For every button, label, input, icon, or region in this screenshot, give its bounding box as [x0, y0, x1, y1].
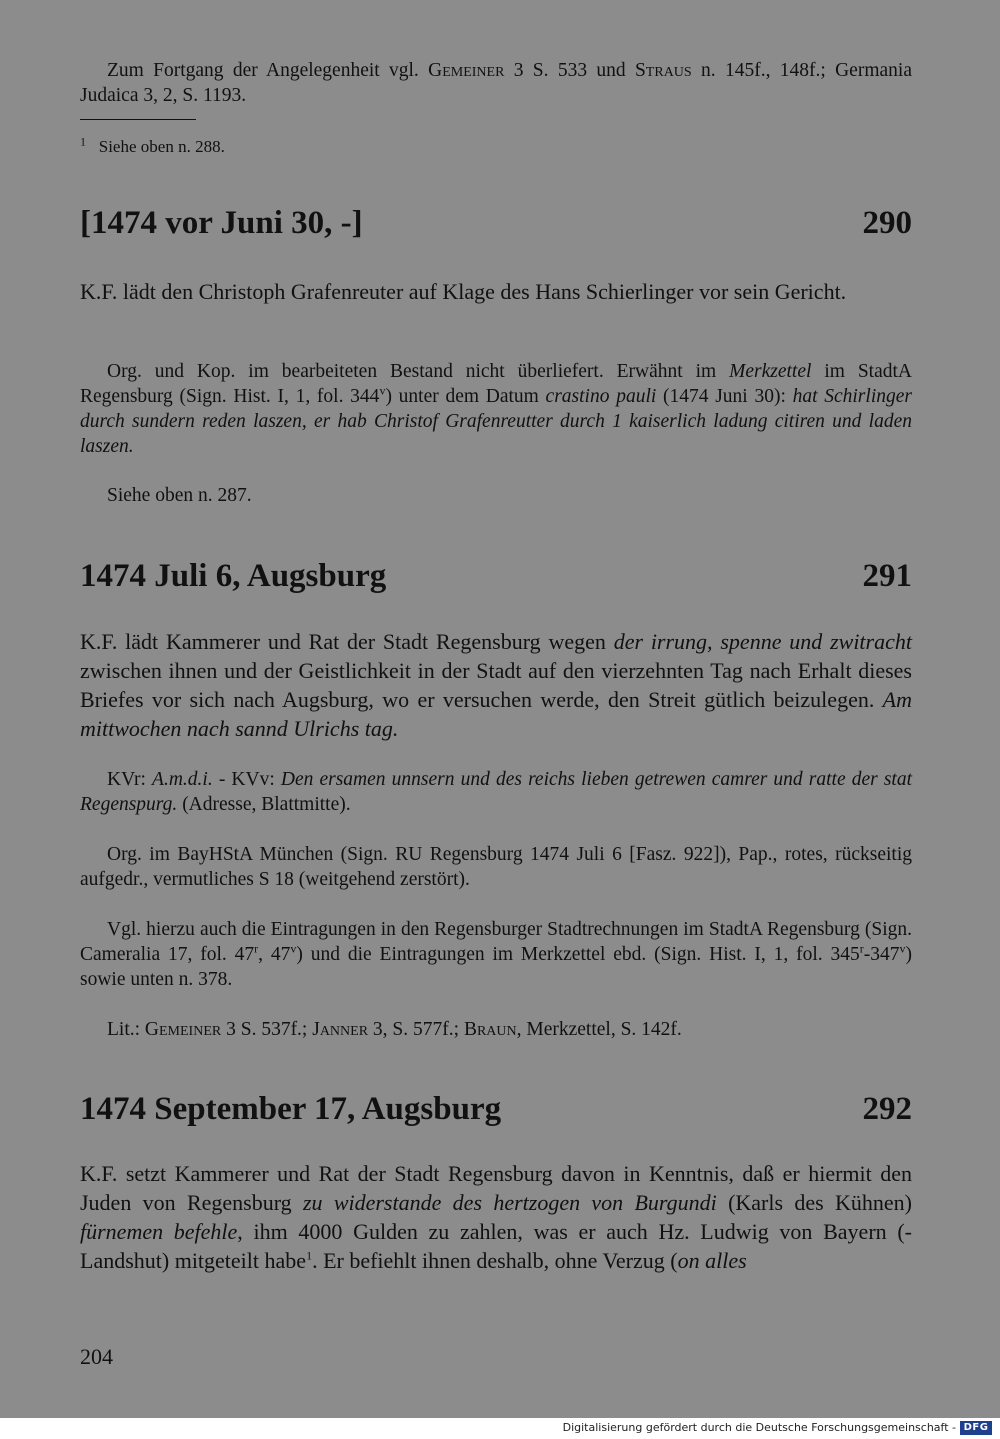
author-gemeiner: Gemeiner	[428, 60, 505, 81]
text-italic: A.m.d.i.	[152, 769, 213, 790]
original-note-291: Org. im BayHStA München (Sign. RU Regensburg 1474 Juli 6 [Fasz. 922]), Pap., rotes, rückseitig aufgedr., vermutliches S 18 (weitgehend zerstört).	[80, 844, 912, 890]
text-italic: crastino pauli	[545, 386, 657, 407]
text-italic: fürnemen befehle	[80, 1219, 238, 1244]
text: (Adresse, Blattmitte).	[177, 794, 351, 815]
text: K.F. lädt Kammerer und Rat der Stadt Regensburg wegen	[80, 629, 614, 654]
text: n. 145f., 148f.; Germania Judaica 3, 2, S. 1193.	[80, 60, 912, 106]
text-italic: der irrung, spenne und zwitracht	[613, 629, 912, 654]
superscript: v	[379, 383, 386, 398]
entry-date: 1474 Juli 6, Augsburg	[80, 558, 387, 594]
text: ) und die Eintragungen im Merkzettel ebd. (Sign. Hist. I, 1, fol. 345	[296, 944, 860, 965]
entry-note-290	[80, 359, 912, 459]
text: ) sowie unten n. 378.	[80, 944, 913, 990]
text: - KVv:	[212, 769, 281, 790]
scan-footer	[0, 1418, 1000, 1439]
text: . Er befiehlt ihnen deshalb, ohne Verzug (	[312, 1248, 678, 1273]
author-gemeiner: Gemeiner	[144, 1019, 222, 1040]
superscript: v	[899, 941, 906, 956]
footnote-marker: 1	[306, 1248, 313, 1263]
footnote-text: Siehe oben n. 288.	[98, 137, 225, 156]
text: Zum Fortgang der Angelegenheit vgl.	[107, 60, 429, 81]
text-italic: Am mittwochen nach sannd Ulrichs tag.	[80, 687, 912, 741]
literature-note-291	[80, 1017, 912, 1042]
continuation-paragraph	[80, 58, 912, 108]
entry-heading-290	[80, 204, 912, 242]
superscript: r	[254, 941, 259, 956]
text: 3 S. 537f.;	[221, 1019, 313, 1040]
text: ) unter dem Datum	[385, 386, 546, 407]
text: Vgl. hierzu auch die Eintragungen in den Regensburger Stadtrechnungen im StadtA Regensburg (Sign. Cameralia 17, fol. 47	[80, 919, 912, 965]
dfg-logo-icon: DFG	[960, 1421, 992, 1435]
text: 3 S. 533 und	[504, 60, 635, 81]
text: , ihm 4000 Gulden zu zahlen, was er auch Hz. Ludwig von Bayern (-Landshut) mitgeteilt habe	[80, 1219, 912, 1273]
text: Lit.:	[107, 1019, 145, 1040]
author-braun: Braun	[463, 1019, 517, 1040]
text: im StadtA Regensburg (Sign. Hist. I, 1, fol. 344	[80, 361, 912, 407]
text: (Karls des Kühnen)	[716, 1190, 912, 1215]
text-italic: on alles	[677, 1248, 747, 1273]
text: Org. und Kop. im bearbeiteten Bestand nicht überliefert. Erwähnt im	[107, 361, 730, 382]
comparison-note-291	[80, 917, 912, 992]
entry-number: 290	[862, 205, 912, 241]
superscript: r	[859, 941, 864, 956]
text-italic: hat Schirlinger durch sundern reden laszen, er hab Christof Grafenreutter durch 1 kaiserlich ladung citiren und laden laszen.	[80, 386, 912, 457]
text-italic: Den ersamen unnsern und des reichs lieben getrewen camrer und ratte der stat Regenspurg.	[80, 769, 913, 815]
entry-number: 292	[862, 1091, 912, 1127]
footnote-number: 1	[80, 134, 86, 149]
endorsement-291	[80, 767, 912, 817]
text: K.F. setzt Kammerer und Rat der Stadt Regensburg davon in Kenntnis, daß er hiermit den Juden von Regensburg	[80, 1161, 912, 1215]
author-janner: Janner	[312, 1019, 369, 1040]
text: 3, S. 577f.;	[368, 1019, 464, 1040]
text: (1474 Juni 30):	[656, 386, 793, 407]
footnote	[80, 136, 912, 158]
author-straus: Straus	[634, 60, 692, 81]
entry-summary-291	[80, 627, 912, 743]
entry-date: [1474 vor Juni 30, -]	[80, 205, 363, 241]
text: -347	[863, 944, 900, 965]
text: KVr:	[107, 769, 153, 790]
entry-number: 291	[862, 558, 912, 594]
entry-summary-292	[80, 1159, 912, 1275]
funding-note: Digitalisierung gefördert durch die Deutsche Forschungsgemeinschaft -	[562, 1421, 956, 1434]
text-italic: Merkzettel	[729, 361, 812, 382]
text-italic: zu widerstande des hertzogen von Burgundi	[302, 1190, 717, 1215]
superscript: v	[290, 941, 297, 956]
page-number: 204	[80, 1344, 113, 1369]
text: , 47	[258, 944, 291, 965]
text: , Merkzettel, S. 142f.	[516, 1019, 682, 1040]
text: zwischen ihnen und der Geistlichkeit in der Stadt auf den vierzehnten Tag nach Erhalt dieses Briefes vor sich nach Augsburg, wo er versuchen werde, den Streit gütlich beizulegen.	[80, 658, 912, 712]
entry-summary-290: K.F. lädt den Christoph Grafenreuter auf Klage des Hans Schierlinger vor sein Gericht.	[80, 279, 847, 304]
entry-heading-291	[80, 557, 912, 595]
cross-reference-290: Siehe oben n. 287.	[107, 485, 252, 506]
entry-heading-292	[80, 1090, 912, 1128]
footnote-rule	[80, 119, 196, 120]
entry-date: 1474 September 17, Augsburg	[80, 1091, 502, 1127]
